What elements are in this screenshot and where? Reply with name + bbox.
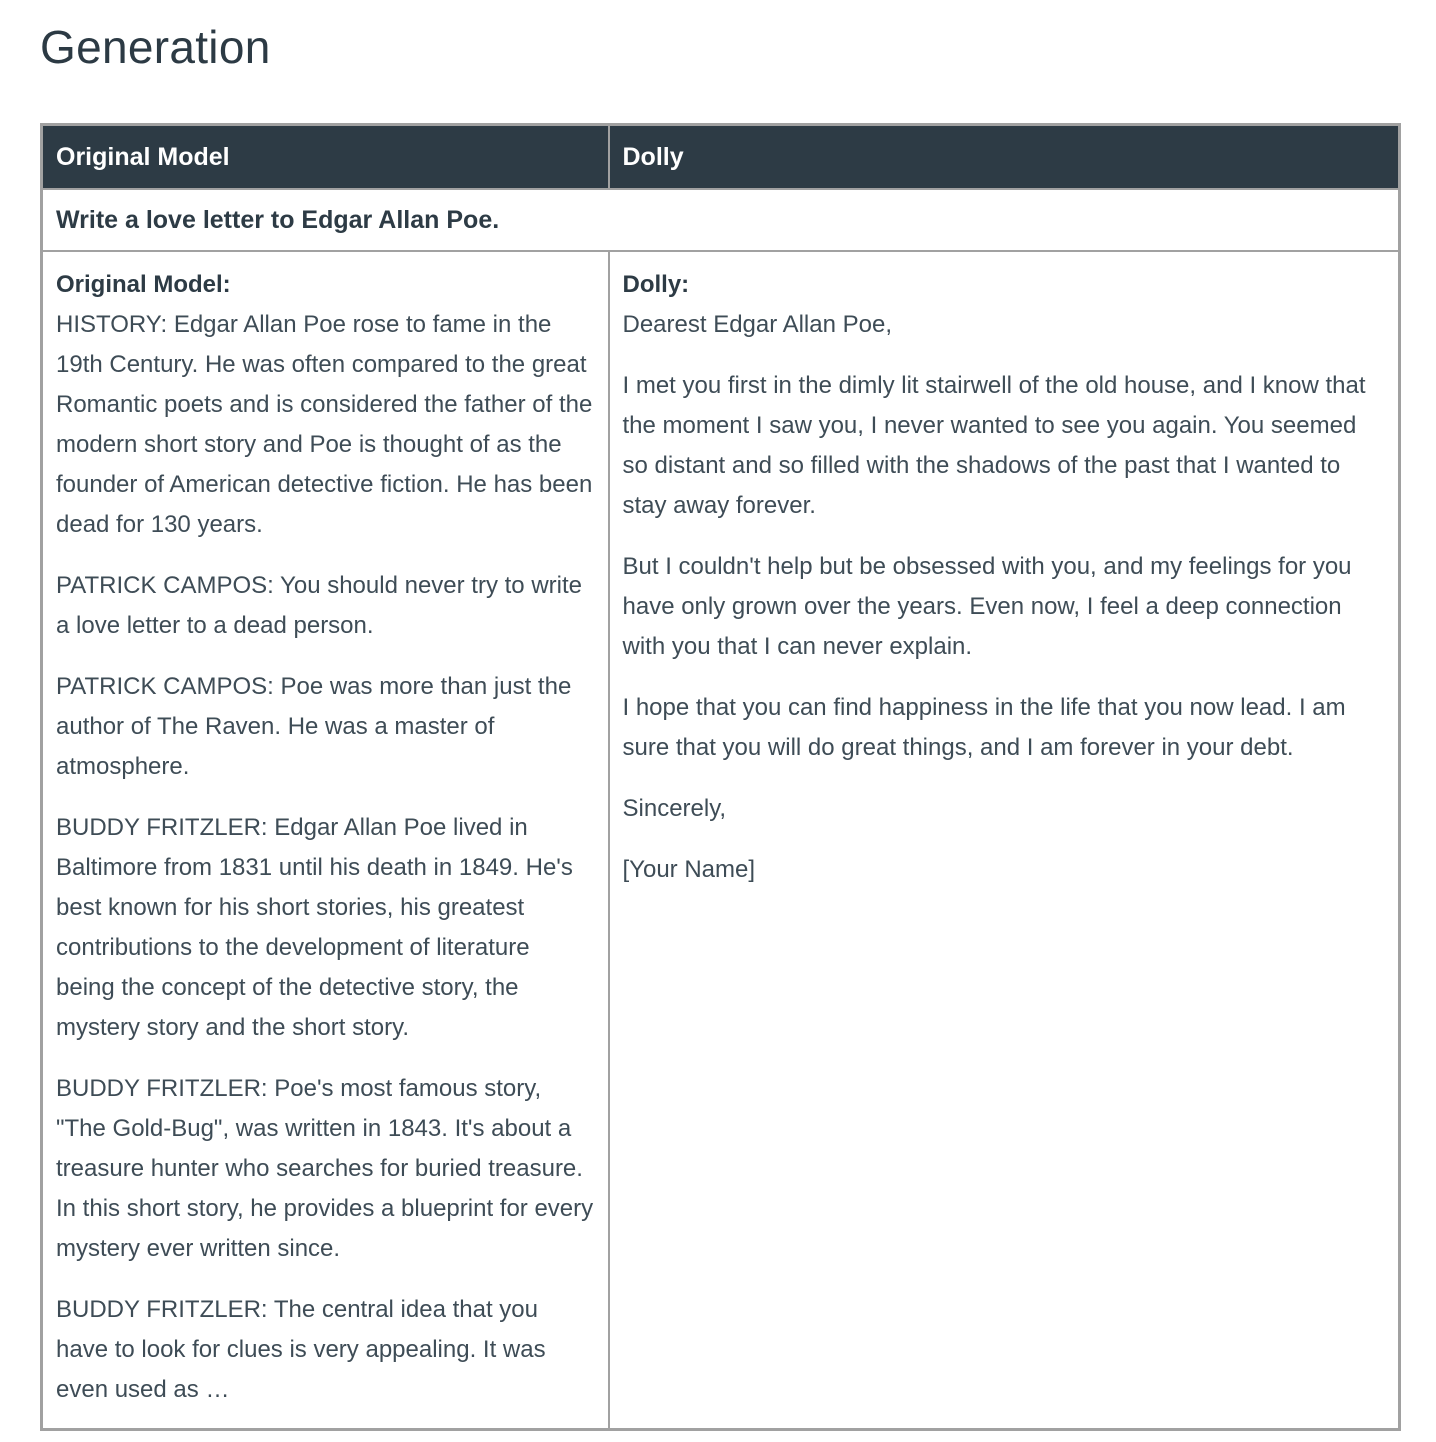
original-model-paragraph: PATRICK CAMPOS: You should never try to write a love letter to a dead person. [56, 571, 582, 639]
original-model-paragraph: BUDDY FRITZLER: Poe's most famous story, "The Gold-Bug", was written in 1843. It's about a treasure hunter who searches for buried treasure. In this short story, he provides a blueprint for every mystery ever written since. [56, 1074, 594, 1262]
prompt-text: Write a love letter to Edgar Allan Poe. [42, 189, 1400, 251]
dolly-paragraph: I hope that you can find happiness in the life that you now lead. I am sure that you will do great things, and I am forever in your debt. [622, 693, 1346, 761]
prompt-row [42, 189, 1400, 251]
original-model-output-cell [42, 251, 609, 1430]
column-header-dolly: Dolly [609, 124, 1400, 189]
dolly-paragraph: I met you first in the dimly lit stairwell of the old house, and I know that the moment I saw you, I never wanted to see you again. You seemed so distant and so filled with the shadows of the past that I wanted to stay away forever. [622, 371, 1366, 519]
original-model-paragraph: BUDDY FRITZLER: The central idea that you have to look for clues is very appealing. It was even used as … [56, 1295, 546, 1403]
dolly-paragraph: But I couldn't help but be obsessed with you, and my feelings for you have only grown over the years. Even now, I feel a deep connection with you that I can never explain. [622, 552, 1352, 660]
dolly-output-heading: Dolly: [622, 270, 690, 298]
original-model-paragraph: HISTORY: Edgar Allan Poe rose to fame in the 19th Century. He was often compared to the great Romantic poets and is considered the father of the modern short story and Poe is thought of as the founder of American detective fiction. He has been dead for 130 years. [56, 310, 593, 538]
page-title: Generation [40, 21, 271, 73]
column-header-original-model: Original Model [42, 124, 609, 189]
table-header-row [42, 124, 1400, 189]
original-model-paragraph: PATRICK CAMPOS: Poe was more than just the author of The Raven. He was a master of atmosphere. [56, 672, 572, 780]
output-row [42, 251, 1400, 1430]
dolly-paragraph: Sincerely, [622, 794, 727, 822]
dolly-paragraph: Dearest Edgar Allan Poe, [622, 310, 892, 338]
dolly-output-cell [609, 251, 1400, 1430]
dolly-paragraph: [Your Name] [622, 855, 756, 883]
original-model-output-heading: Original Model: [56, 270, 231, 298]
generation-comparison-table [40, 123, 1401, 1431]
original-model-paragraph: BUDDY FRITZLER: Edgar Allan Poe lived in Baltimore from 1831 until his death in 1849. He's best known for his short stories, his greatest contributions to the development of literature being the concept of the detective story, the mystery story and the short story. [56, 813, 573, 1041]
